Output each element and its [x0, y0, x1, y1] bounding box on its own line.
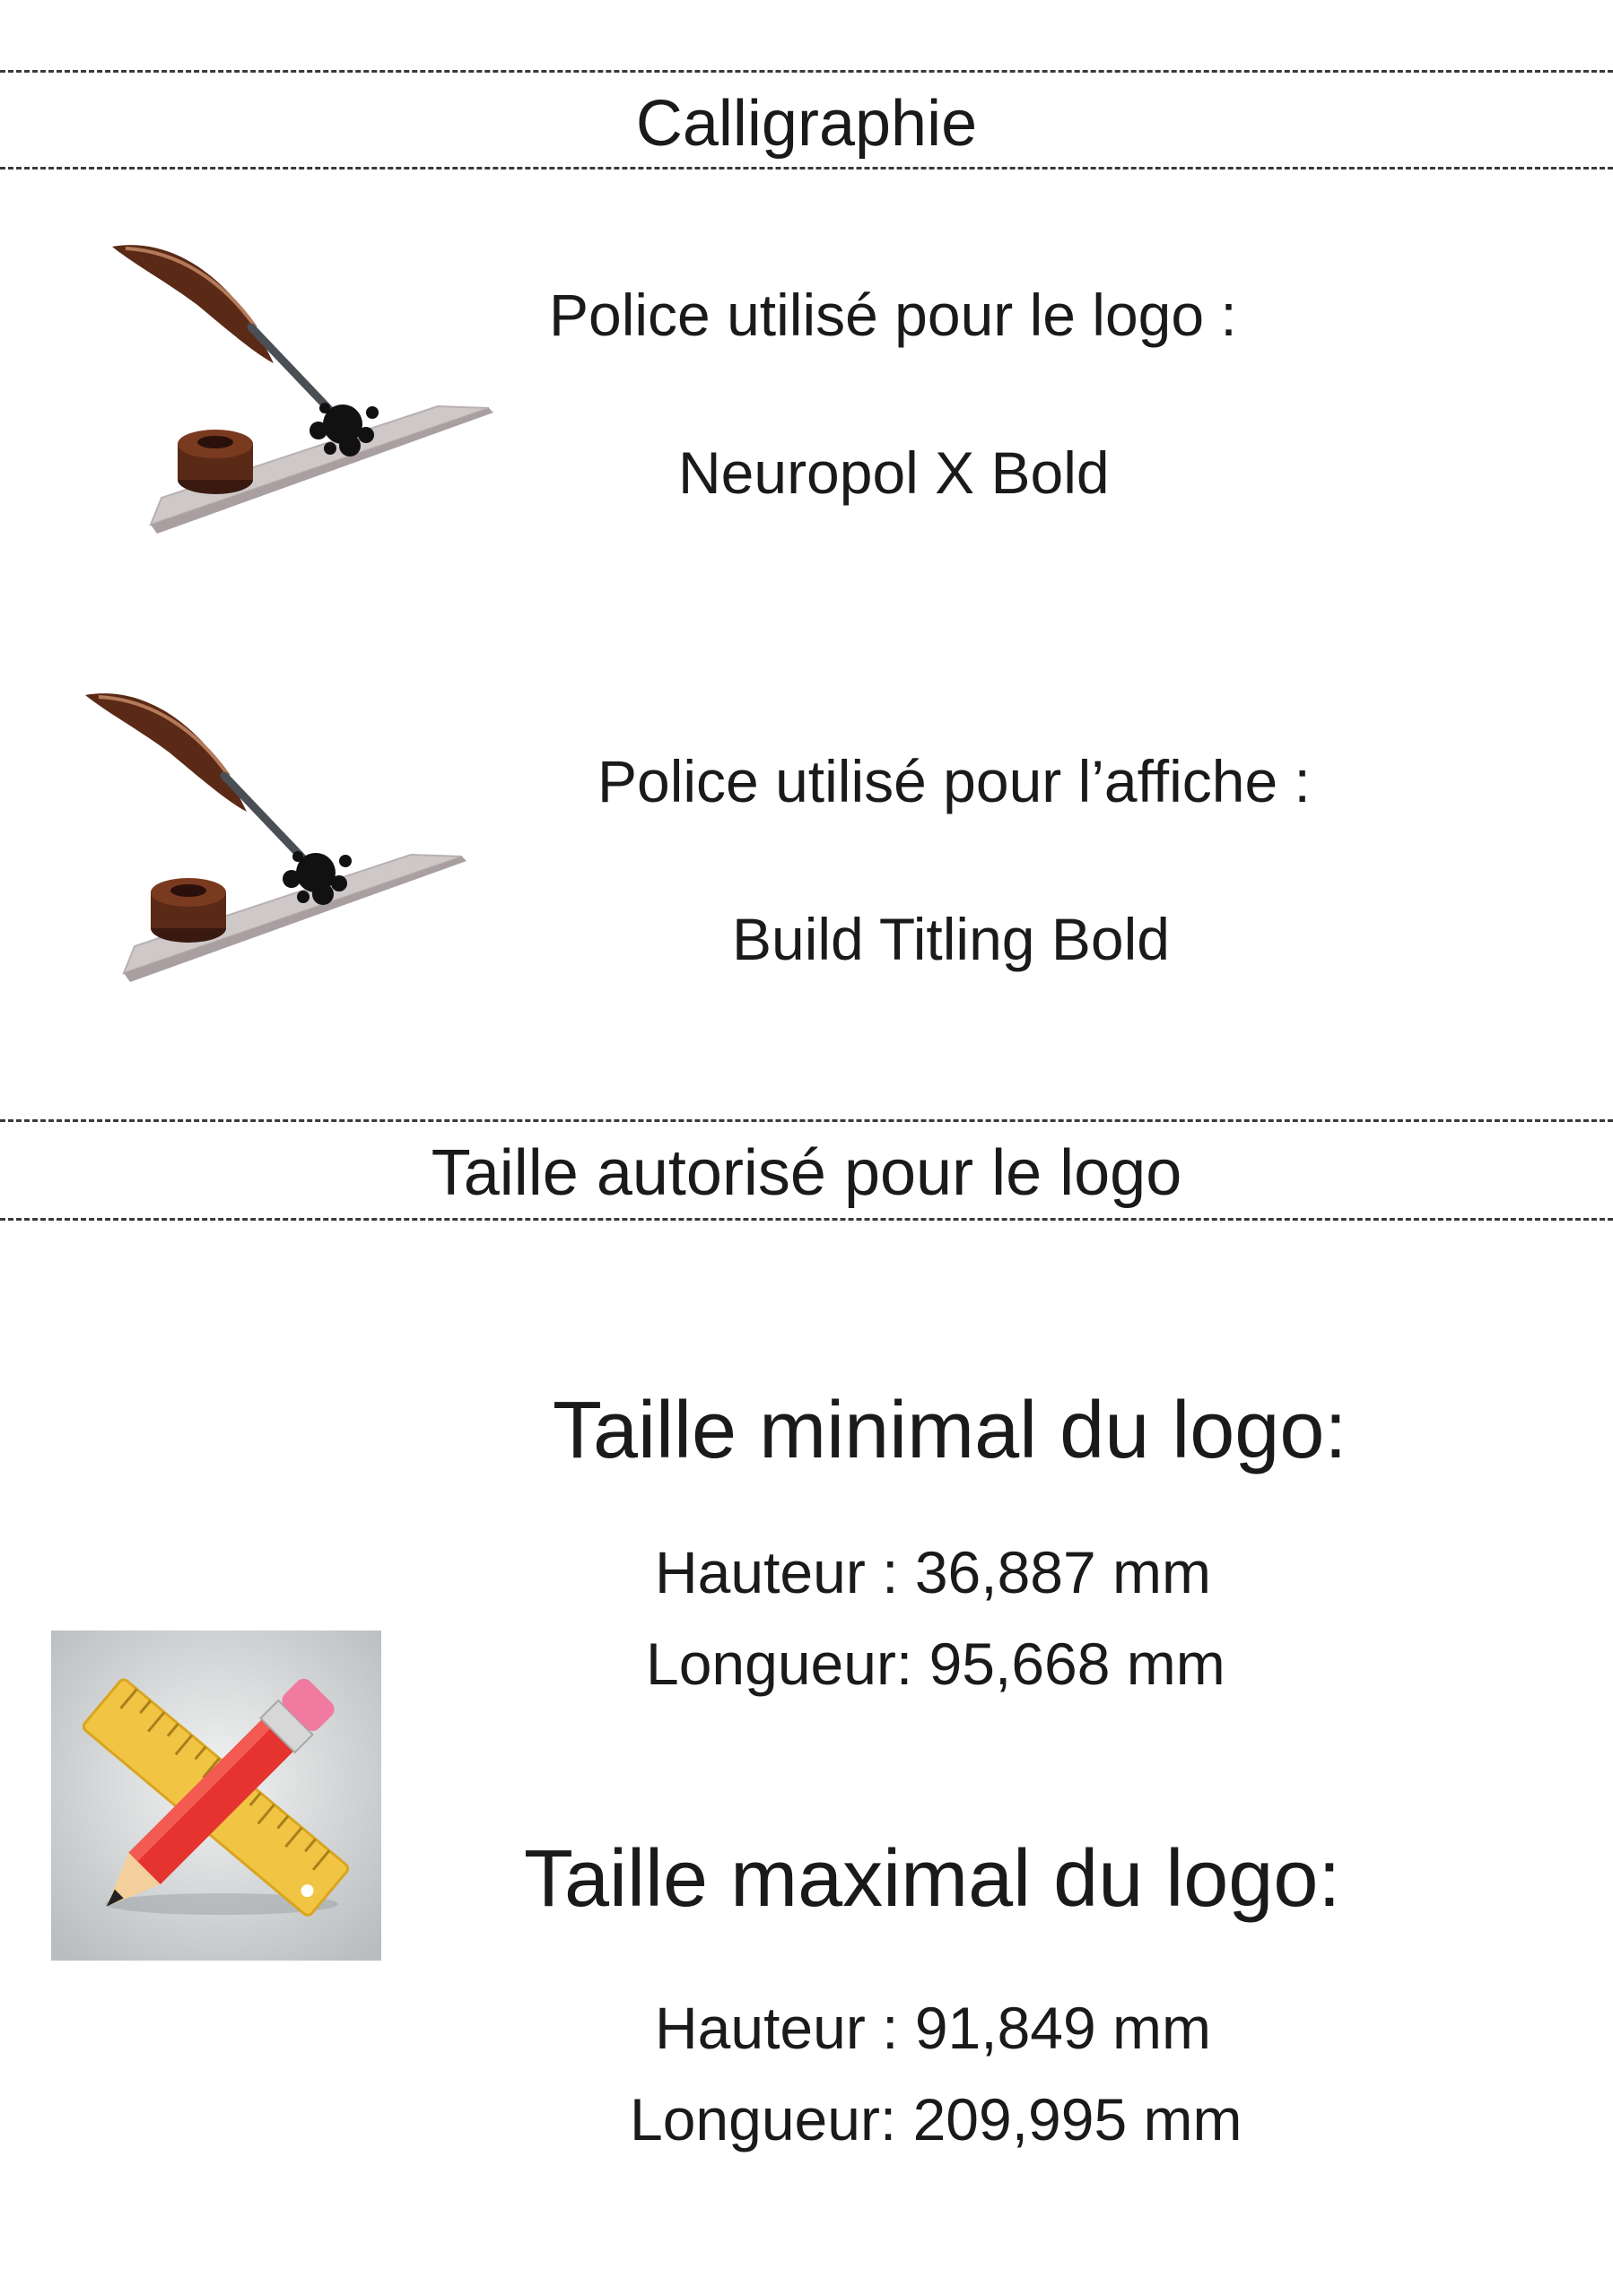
- max-size-heading: Taille maximal du logo:: [524, 1834, 1341, 1924]
- min-length-value: Longueur: 95,668 mm: [646, 1631, 1225, 1697]
- logo-font-label: Police utilisé pour le logo :: [549, 282, 1237, 348]
- top-divider: [0, 70, 1613, 73]
- section-title-calligraphy: Calligraphie: [635, 88, 978, 160]
- poster-font-value: Build Titling Bold: [732, 906, 1170, 972]
- pencil-ruler-icon: [51, 1631, 381, 1961]
- min-height-value: Hauteur : 36,887 mm: [655, 1539, 1211, 1605]
- quill-ink-icon: [99, 229, 493, 552]
- quill-ink-icon: [72, 677, 466, 1000]
- calligraphy-divider: [0, 167, 1613, 170]
- size-section-divider-bottom: [0, 1218, 1613, 1221]
- poster-font-label: Police utilisé pour l’affiche :: [597, 748, 1311, 814]
- min-size-heading: Taille minimal du logo:: [553, 1386, 1347, 1475]
- size-section-divider-top: [0, 1119, 1613, 1122]
- max-height-value: Hauteur : 91,849 mm: [655, 1995, 1211, 2061]
- max-length-value: Longueur: 209,995 mm: [630, 2086, 1242, 2152]
- logo-font-value: Neuropol X Bold: [678, 439, 1110, 506]
- section-title-logo-size: Taille autorisé pour le logo: [431, 1137, 1182, 1209]
